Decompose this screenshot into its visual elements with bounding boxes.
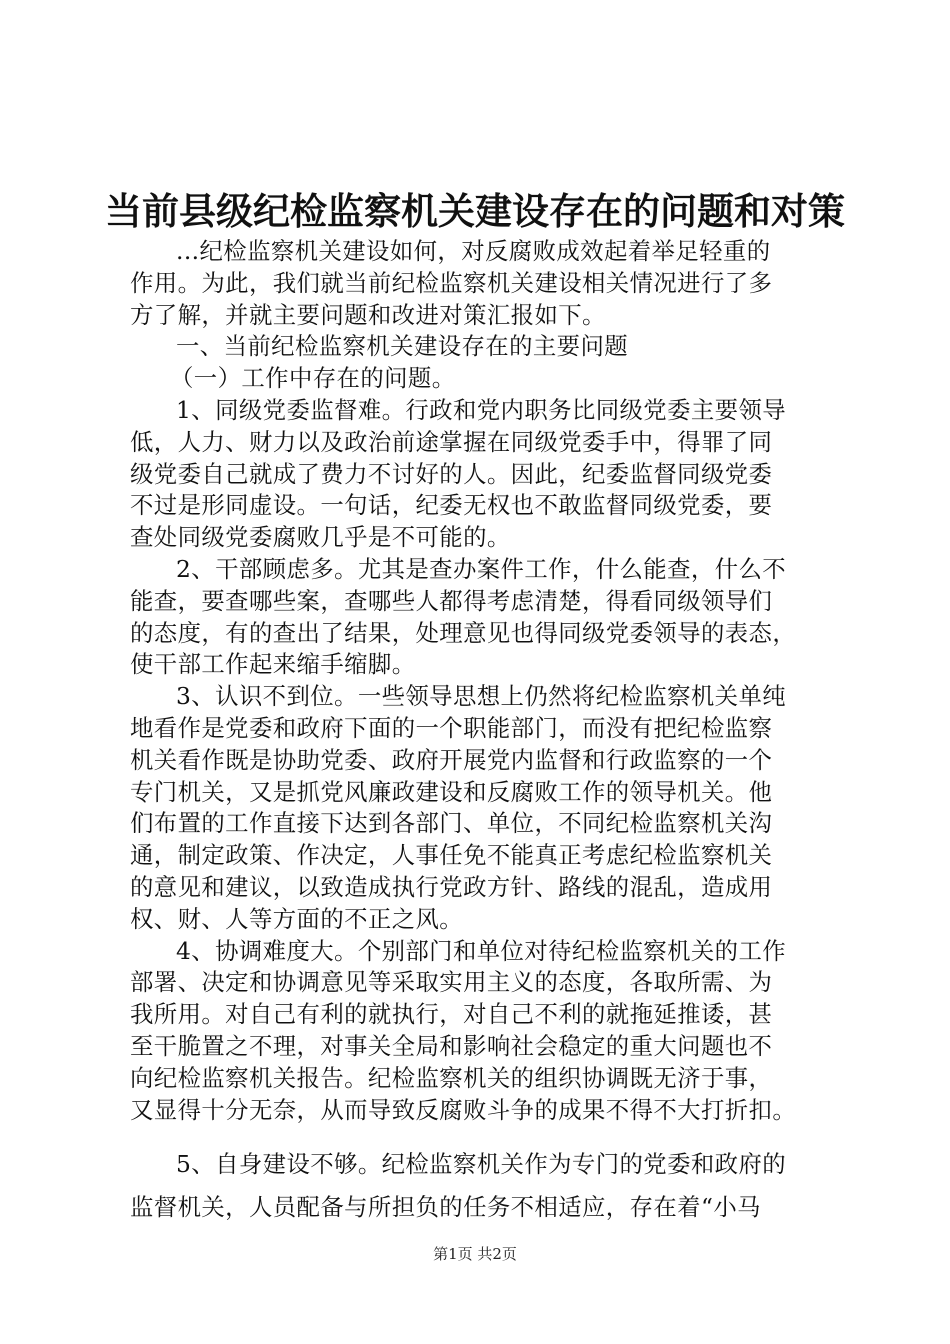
subsection-heading: （一）工作中存在的问题。 xyxy=(170,364,456,393)
paragraph-line: 的意见和建议，以致造成执行党政方针、路线的混乱，造成用 xyxy=(130,872,773,901)
paragraph-line: 又显得十分无奈，从而导致反腐败斗争的成果不得不大打折扣。 xyxy=(130,1095,797,1124)
paragraph-line: ...纪检监察机关建设如何，对反腐败成效起着举足轻重的 xyxy=(176,237,771,265)
paragraph-line: 们布置的工作直接下达到各部门、单位，不同纪检监察机关沟 xyxy=(130,809,773,838)
paragraph-line: 2、干部顾虑多。尤其是查办案件工作，什么能查，什么不 xyxy=(176,554,787,583)
paragraph-line: 4、协调难度大。个别部门和单位对待纪检监察机关的工作 xyxy=(176,936,787,965)
paragraph-line: 方了解，并就主要问题和改进对策汇报如下。 xyxy=(130,300,606,329)
document-title: 当前县级纪检监察机关建设存在的问题和对策 xyxy=(105,189,845,233)
paragraph-line: 机关看作既是协助党委、政府开展党内监督和行政监察的一个 xyxy=(130,745,773,774)
paragraph-line: 我所用。对自己有利的就执行，对自己不利的就拖延推诿，甚 xyxy=(130,1000,773,1029)
paragraph-line: 使干部工作起来缩手缩脚。 xyxy=(130,650,416,679)
paragraph-line: 作用。为此，我们就当前纪检监察机关建设相关情况进行了多 xyxy=(130,268,773,297)
paragraph-line: 专门机关，又是抓党风廉政建设和反腐败工作的领导机关。他 xyxy=(130,777,773,806)
paragraph-line: 监督机关，人员配备与所担负的任务不相适应，存在着“小马 xyxy=(130,1193,761,1222)
paragraph-line: 权、财、人等方面的不正之风。 xyxy=(130,904,464,933)
paragraph-line: 的态度，有的查出了结果，处理意见也得同级党委领导的表态， xyxy=(130,618,797,647)
paragraph-line: 低，人力、财力以及政治前途掌握在同级党委手中，得罪了同 xyxy=(130,427,773,456)
paragraph-line: 向纪检监察机关报告。纪检监察机关的组织协调既无济于事， xyxy=(130,1063,773,1092)
paragraph-line: 3、认识不到位。一些领导思想上仍然将纪检监察机关单纯 xyxy=(176,682,787,711)
page-number: 第1页 共2页 xyxy=(433,1245,517,1263)
paragraph-line: 1、同级党委监督难。行政和党内职务比同级党委主要领导 xyxy=(176,395,787,424)
paragraph-line: 不过是形同虚设。一句话，纪委无权也不敢监督同级党委，要 xyxy=(130,491,773,520)
paragraph-line: 地看作是党委和政府下面的一个职能部门，而没有把纪检监察 xyxy=(130,713,773,742)
paragraph-line: 5、自身建设不够。纪检监察机关作为专门的党委和政府的 xyxy=(176,1150,787,1179)
paragraph-line: 部署、决定和协调意见等采取实用主义的态度，各取所需、为 xyxy=(130,968,773,997)
paragraph-line: 通，制定政策、作决定，人事任免不能真正考虑纪检监察机关 xyxy=(130,841,773,870)
document-body xyxy=(130,236,832,1224)
paragraph-line: 能查，要查哪些案，查哪些人都得考虑清楚，得看同级领导们 xyxy=(130,586,773,615)
paragraph-line: 至干脆置之不理，对事关全局和影响社会稳定的重大问题也不 xyxy=(130,1031,773,1060)
section-heading: 一、当前纪检监察机关建设存在的主要问题 xyxy=(176,332,629,361)
paragraph-line: 级党委自己就成了费力不讨好的人。因此，纪委监督同级党委 xyxy=(130,459,773,488)
paragraph-line: 查处同级党委腐败几乎是不可能的。 xyxy=(130,523,511,552)
